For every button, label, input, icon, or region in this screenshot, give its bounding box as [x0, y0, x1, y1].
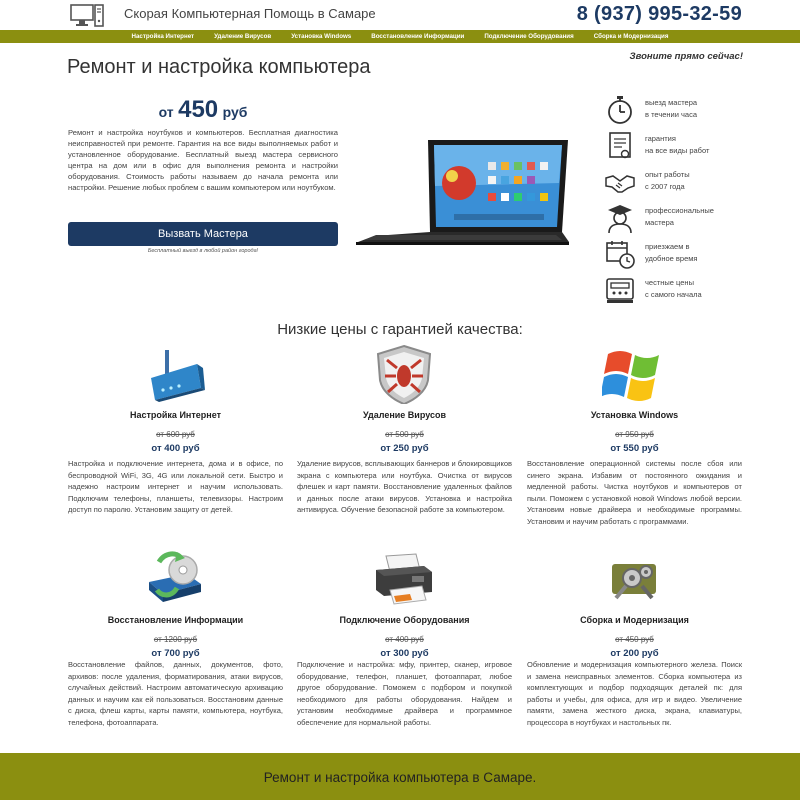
nav-item-viruses[interactable]: Удаление Вирусов	[214, 33, 272, 40]
hero-description: Ремонт и настройка ноутбуков и компьютеров. Бесплатная диагностика неисправностей при ремонте. Гарантия на все виды выполняемых работ и установленное оборудование. Бесплатный выезд мастера сервисного центра на дом или в офис для выполнения ремонта и настройки оборудования. Стоимость работы называем до начала ремонта или настройки. Решение любых проблем с вашим компьютером или ноутбуком.	[68, 128, 338, 193]
service-name[interactable]: Настройка Интернет	[129, 410, 221, 420]
router-icon	[143, 344, 207, 404]
service-name[interactable]: Подключение Оборудования	[339, 615, 470, 625]
feature-line1: приезжаем в	[645, 242, 690, 251]
feature-line1: честные цены	[645, 278, 694, 287]
service-description: Восстановление операционной системы после сбоя или синего экрана. Избавим от постоянного ожидания и медленной работы. Чистка ноутбуков и компьютеров от пыли. Поможем с установкой новой Windows любой версии. Установим новые драйвера и необходимые программы. Установим и научим работать с программами.	[527, 459, 742, 526]
header	[0, 0, 800, 30]
old-price: от 600 руб	[156, 430, 195, 439]
computer-icon[interactable]	[70, 3, 104, 29]
feature-item	[604, 274, 764, 308]
windows-logo-icon	[602, 344, 666, 404]
nav-item-internet[interactable]: Настройка Интернет	[131, 33, 195, 40]
feature-line1: выезд мастера	[645, 98, 698, 107]
feature-line2: с самого начала	[645, 290, 702, 299]
old-price: от 450 руб	[615, 635, 654, 644]
feature-item	[604, 130, 764, 164]
service-description: Обновление и модернизация компьютерного железа. Поиск и замена неисправных элементов. Сборка компьютера из комплектующих и подбор подходящих деталей пк: для работы и учебы, для офиса, для игр и видео. Увеличение памяти, замена жесткого диска, экрана, клавиатуры, процессора в ноутбуках и настольных пк.	[527, 660, 742, 727]
feature-line2: мастера	[645, 218, 674, 227]
price-currency: руб	[222, 104, 248, 120]
service-name[interactable]: Установка Windows	[590, 410, 679, 420]
cash-register-icon	[604, 274, 636, 306]
calendar-clock-icon	[604, 238, 636, 270]
page-title: Ремонт и настройка компьютера	[67, 56, 371, 78]
service-description: Подключение и настройка: мфу, принтер, сканер, игровое оборудование, телефон, планшет, фотоаппарат, любое другое оборудование. Поможем с подбором и покупкой необходимого для работы оборудования. Найдем и установим необходимые драйвера и программное обеспечение для нормальной работы.	[297, 660, 512, 727]
gears-tools-icon	[602, 548, 666, 608]
service-name[interactable]: Сборка и Модернизация	[580, 615, 689, 625]
new-price: от 200 руб	[610, 648, 659, 659]
new-price: от 550 руб	[610, 443, 659, 454]
call-master-button[interactable]: Вызвать Мастера	[68, 222, 338, 246]
feature-item	[604, 166, 764, 200]
handshake-icon	[604, 166, 636, 198]
old-price: от 400 руб	[385, 635, 424, 644]
laptop-image	[356, 138, 571, 248]
phone-number[interactable]: 8 (937) 995-32-59	[576, 3, 742, 25]
nav-item-recovery[interactable]: Восстановление Информации	[371, 33, 465, 40]
feature-line2: удобное время	[645, 254, 698, 263]
nav-item-assembly[interactable]: Сборка и Модернизация	[593, 33, 669, 40]
new-price: от 400 руб	[151, 443, 200, 454]
new-price: от 250 руб	[380, 443, 429, 454]
feature-item	[604, 238, 764, 272]
price-value: 450	[178, 96, 219, 123]
feature-line2: с 2007 года	[645, 182, 685, 191]
printer-icon	[372, 548, 436, 608]
data-recovery-icon	[143, 548, 207, 608]
service-description: Удаление вирусов, всплывающих баннеров и блокировщиков экрана с компьютера или ноутбука. Очистка от вирусов флешек и карт памяти. Восстановление удаленных файлов и данных после атаки вирусов. Установка и настройка антивируса. Обучение безопасной работе за компьютером.	[297, 459, 513, 514]
graduate-icon	[604, 202, 636, 234]
old-price: от 500 руб	[385, 430, 424, 439]
section-title: Низкие цены с гарантией качества:	[277, 321, 523, 338]
nav-item-windows[interactable]: Установка Windows	[291, 33, 352, 40]
price-from: от	[158, 104, 174, 120]
old-price: от 1200 руб	[153, 635, 198, 644]
new-price: от 700 руб	[151, 648, 200, 659]
service-name[interactable]: Удаление Вирусов	[362, 410, 447, 420]
feature-line1: опыт работы	[645, 170, 690, 179]
feature-line2: на все виды работ	[645, 146, 710, 155]
service-description: Настройка и подключение интернета, дома и в офисе, по беспроводной WiFi, 3G, 4G или локальной сети. Быстро и надежно настроим интернет и научим использовать. Подключим телефоны, планшеты, телевизоры. Настроим доступ по паролю. Установим защиту от детей.	[68, 459, 283, 514]
feature-line1: профессиональные	[645, 206, 714, 215]
hero-price	[68, 96, 338, 124]
feature-item	[604, 202, 764, 236]
footer: Ремонт и настройка компьютера в Самаре.	[0, 753, 800, 800]
old-price: от 950 руб	[615, 430, 654, 439]
main-nav	[0, 30, 800, 43]
certificate-icon	[604, 130, 636, 162]
feature-item	[604, 94, 764, 128]
stopwatch-icon	[604, 94, 636, 126]
service-description: Восстановление файлов, данных, документов, фото, архивов: после удаления, форматирования, атаки вирусов, случайных действий. Настроим автоматическую архивацию данных и научим как ей пользоваться. Восстановим данные с диска, флеш карты, карты памяти, компьютера, ноутбука, телефона, фотоаппарата.	[68, 660, 283, 727]
nav-item-hardware[interactable]: Подключение Оборудования	[484, 33, 574, 40]
free-visit-note: Бесплатный выезд в любой район города!	[147, 248, 259, 254]
call-now-text: Звоните прямо сейчас!	[629, 51, 743, 62]
feature-line1: гарантия	[645, 134, 676, 143]
service-name[interactable]: Восстановление Информации	[107, 615, 244, 625]
new-price: от 300 руб	[380, 648, 429, 659]
site-title: Скорая Компьютерная Помощь в Самаре	[124, 6, 376, 21]
feature-line2: в течении часа	[645, 110, 698, 119]
antivirus-shield-icon	[372, 344, 436, 404]
